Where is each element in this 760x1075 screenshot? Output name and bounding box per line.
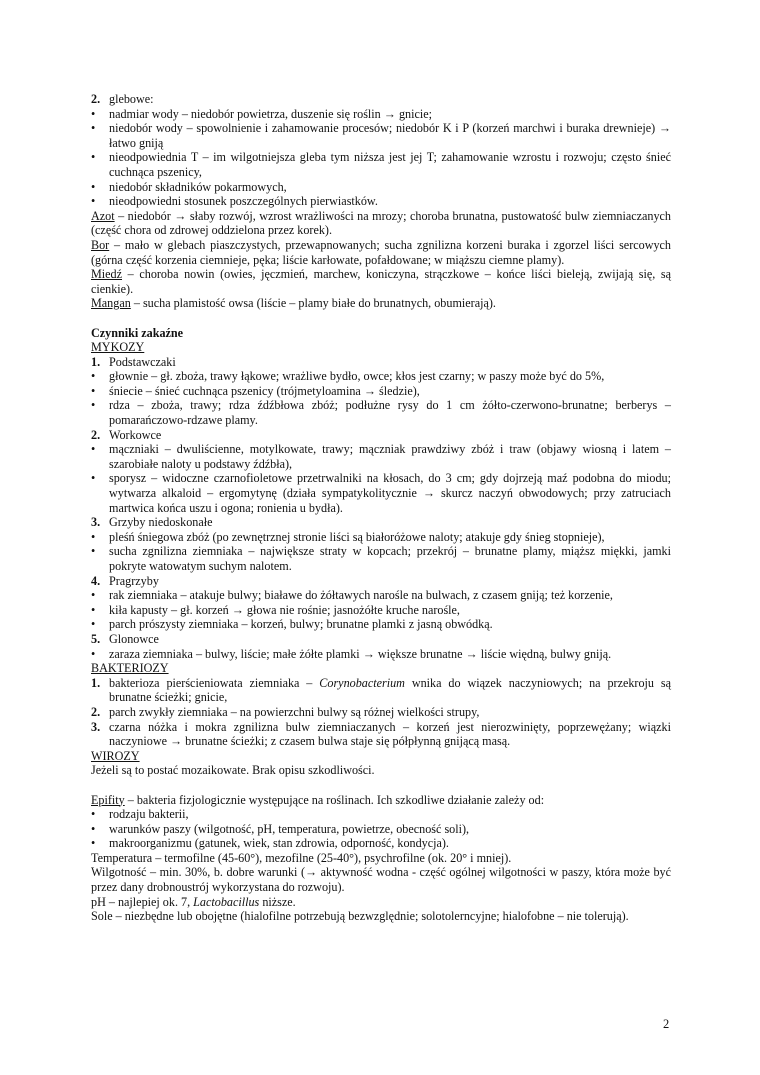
list-item: • niedobór składników pokarmowych, xyxy=(91,179,287,194)
mykozy-group-heading: 5. Glonowce xyxy=(91,631,159,646)
list-item: • sporysz – widoczne czarnofioletowe przetrwalniki na kłosach, do 3 cm; gdy dojrzeją maź podobna do miodu; wytwarza alkaloid – ergomytynę (działa sympatykolitycznie → skurcz naczyń obwodowych; przy zatruciach martwica końca uszu i ogona; ronienia u bydła). xyxy=(91,471,671,515)
bullet-icon: • xyxy=(91,646,96,661)
bullet-icon: • xyxy=(91,588,96,603)
list-item: • śniecie – śnieć cuchnąca pszenicy (trójmetyloamina → śledzie), xyxy=(91,383,420,398)
list-item: • sucha zgnilizna ziemniaka – największe straty w kopcach; przekrój – brunatne plamy, miąższ miękki, jamki pokryte watowatym suchym nalotem. xyxy=(91,544,671,573)
bullet-icon: • xyxy=(91,529,96,544)
mykozy-group-heading: 3. Grzyby niedoskonałe xyxy=(91,515,213,530)
list-item: 1. bakterioza pierścieniowata ziemniaka – Corynobacterium wnika do wiązek naczyniowych; na przekroju są brunatne ścieżki; gnicie, xyxy=(91,675,671,705)
bullet-icon: • xyxy=(91,821,96,836)
section-title: glebowe: xyxy=(109,92,154,106)
element-bor: Bor – mało w glebach piaszczystych, przewapnowanych; sucha zgnilizna korzeni buraka i zgorzel liści sercowych (górna część korzenia ciemnieje, pęka; liście karłowate, pofałdowane; w miąższu ciemne plamy). xyxy=(91,237,671,267)
temperatura-paragraph: Temperatura – termofilne (45-60°), mezofilne (25-40°), psychrofilne (ok. 20° i mniej). xyxy=(91,850,512,865)
wirozy-text: Jeżeli są to postać mozaikowate. Brak opisu szkodliwości. xyxy=(91,763,375,778)
bullet-icon: • xyxy=(91,807,96,822)
list-item: • parch prószysty ziemniaka – korzeń, bulwy; brunatne plamki z jasną obwódką. xyxy=(91,617,493,632)
element-mangan: Mangan – sucha plamistość owsa (liście – plamy białe do brunatnych, obumierają). xyxy=(91,296,496,311)
bullet-icon: • xyxy=(91,544,96,559)
heading-bakteriozy: BAKTERIOZY xyxy=(91,661,169,676)
list-item: • rodzaju bakterii, xyxy=(91,807,189,822)
bullet-icon: • xyxy=(91,369,96,384)
bullet-icon: • xyxy=(91,383,96,398)
section-glebowe-heading xyxy=(91,92,671,107)
mykozy-group-heading: 1. Podstawczaki xyxy=(91,354,176,369)
list-item: • rdza – zboża, trawy; rdza źdźbłowa zbóż; podłużne rysy do 1 cm żółto-czerwono-brunatne; berberys – pomarańczowo-rdzawe plamy. xyxy=(91,398,671,428)
list-item: • warunków paszy (wilgotność, pH, temperatura, powietrze, obecność soli), xyxy=(91,821,470,836)
bullet-icon: • xyxy=(91,617,96,632)
bullet-icon: • xyxy=(91,471,96,486)
document-page xyxy=(91,92,671,924)
element-miedz: Miedź – choroba nowin (owies, jęczmień, marchew, koniczyna, strączkowe – końce liści bieleją, zwijają się, są cienkie). xyxy=(91,267,671,296)
sole-paragraph: Sole – niezbędne lub obojętne (hialofilne potrzebują bezwzględnie; solotolerncyjne; hialofobne – nie tolerują). xyxy=(91,909,629,924)
wilgotnosc-paragraph: Wilgotność – min. 30%, b. dobre warunki (→ aktywność wodna - część ogólnej wilgotności w paszy, która może być przez dany drobnoustrój wykorzystana do rozwoju). xyxy=(91,865,671,895)
list-item: • kiła kapusty – gł. korzeń → głowa nie rośnie; jasnożółte kruche narośle, xyxy=(91,602,460,617)
page-number: 2 xyxy=(663,1017,670,1031)
bullet-icon: • xyxy=(91,442,96,457)
list-item: • mączniaki – dwuliścienne, motylkowate, trawy; mączniak prawdziwy zbóż i traw (objawy wiosną i latem – szarobiałe naloty u podstawy źdźbła), xyxy=(91,442,671,471)
heading-wirozy: WIROZY xyxy=(91,748,140,763)
epifity-paragraph: Epifity – bakteria fizjologicznie występujące na roślinach. Ich szkodliwe działanie zależy od: xyxy=(91,792,545,807)
element-azot: Azot – niedobór → słaby rozwój, wzrost wrażliwości na mrozy; choroba brunatna, pustowatość bulw ziemniaczanych (część chora od zdrowej oddzielona przez korek). xyxy=(91,208,671,238)
mykozy-group-heading: 2. Workowce xyxy=(91,427,162,442)
bullet-icon: • xyxy=(91,602,96,617)
bullet-icon: • xyxy=(91,179,96,194)
heading-czynniki-zakazne: Czynniki zakaźne xyxy=(91,325,184,340)
list-item: • pleśń śniegowa zbóż (po zewnętrznej stronie liści są białoróżowe naloty; atakuje gdy śnieg stopnieje), xyxy=(91,529,605,544)
list-item: 2. parch zwykły ziemniaka – na powierzchni bulwy są różnej wielkości strupy, xyxy=(91,704,480,719)
bullet-icon: • xyxy=(91,150,96,165)
list-item: • makroorganizmu (gatunek, wiek, stan zdrowia, odporność, kondycja). xyxy=(91,836,449,851)
mykozy-group-heading: 4. Pragrzyby xyxy=(91,573,159,588)
list-item: • rak ziemniaka – atakuje bulwy; białawe do żółtawych narośle na bulwach, z czasem gniją; też korzenie, xyxy=(91,588,613,603)
bullet-icon: • xyxy=(91,106,96,121)
bullet-icon: • xyxy=(91,121,96,136)
list-item: • niedobór wody – spowolnienie i zahamowanie procesów; niedobór K i P (korzeń marchwi i buraka drewnieje) → łatwo gniją xyxy=(91,121,671,150)
list-item: 3. czarna nóżka i mokra zgnilizna bulw ziemniaczanych – korzeń jest nierozwinięty, poprzewężany; wiązki naczyniowe → brunatne ścieżki; z czasem bulwa staje się półpłynną gnijącą masą. xyxy=(91,719,671,749)
bullet-icon: • xyxy=(91,398,96,413)
bullet-icon: • xyxy=(91,836,96,851)
list-item: • głownie – gł. zboża, trawy łąkowe; wrażliwe bydło, owce; kłos jest czarny; w paszy może być do 5%, xyxy=(91,369,605,384)
heading-mykozy: MYKOZY xyxy=(91,340,145,355)
bullet-icon: • xyxy=(91,194,96,209)
list-item: • nadmiar wody – niedobór powietrza, duszenie się roślin → gnicie; xyxy=(91,106,432,121)
list-item: • nieodpowiednia T – im wilgotniejsza gleba tym niższa jest jej T; zahamowanie wzrostu i rozwoju; często śnieć cuchnąca pszenicy, xyxy=(91,150,671,179)
list-item: • zaraza ziemniaka – bulwy, liście; małe żółte plamki → większe brunatne → liście więdną, bulwy gniją. xyxy=(91,646,612,661)
ph-paragraph: pH – najlepiej ok. 7, Lactobacillus niższe. xyxy=(91,894,296,909)
list-item: • nieodpowiedni stosunek poszczególnych pierwiastków. xyxy=(91,194,378,209)
section-number: 2. xyxy=(91,92,101,106)
